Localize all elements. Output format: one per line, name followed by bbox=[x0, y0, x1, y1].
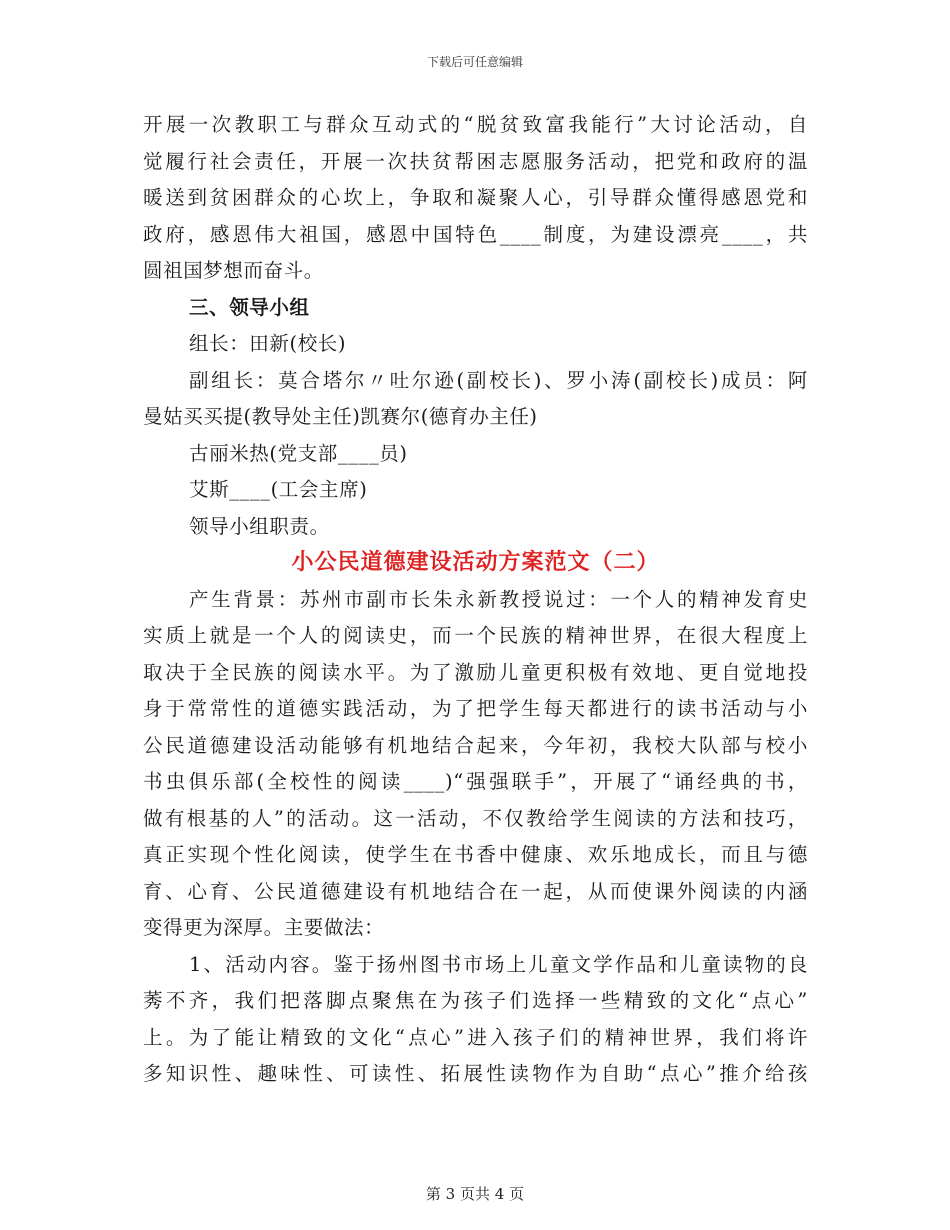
paragraph-line: 实质上就是一个人的阅读史，而一个民族的精神世界，在很大程度上 bbox=[143, 624, 808, 647]
paragraph-line: 政府，感恩伟大祖国，感恩中国特色____制度，为建设漂亮____，共 bbox=[143, 222, 808, 246]
leader-line: 组长：田新(校长) bbox=[189, 332, 347, 355]
paragraph-line: 产生背景：苏州市副市长朱永新教授说过：一个人的精神发育史 bbox=[189, 587, 808, 611]
document-body bbox=[143, 107, 808, 1093]
paragraph-line: 上。为了能让精致的文化“点心”进入孩子们的精神世界，我们将许 bbox=[143, 1025, 808, 1049]
paragraph-line: 取决于全民族的阅读水平。为了激励儿童更积极有效地、更自觉地投 bbox=[143, 660, 808, 684]
section-heading: 三、领导小组 bbox=[189, 295, 310, 319]
paragraph-line: 多知识性、趣味性、可读性、拓展性读物作为自助“点心”推介给孩 bbox=[143, 1062, 808, 1085]
document-title: 小公民道德建设活动方案范文（二） bbox=[291, 550, 660, 575]
paragraph-line: 觉履行社会责任，开展一次扶贫帮困志愿服务活动，把党和政府的温 bbox=[143, 149, 808, 173]
paragraph-line: 做有根基的人”的活动。这一活动，不仅教给学生阅读的方法和技巧， bbox=[143, 806, 808, 830]
paragraph-line: 开展一次教职工与群众互动式的“脱贫致富我能行”大讨论活动，自 bbox=[143, 113, 808, 136]
paragraph-line: 1、活动内容。鉴于扬州图书市场上儿童文学作品和儿童读物的良 bbox=[189, 952, 808, 976]
paragraph-line: 圆祖国梦想而奋斗。 bbox=[143, 259, 324, 282]
deputy-line: 副组长：莫合塔尔〃吐尔逊(副校长)、罗小涛(副校长)成员：阿 bbox=[189, 368, 808, 392]
member-line: 艾斯____(工会主席) bbox=[189, 478, 368, 501]
member-line: 古丽米热(党支部____员) bbox=[189, 441, 408, 465]
paragraph-line: 变得更为深厚。主要做法： bbox=[143, 916, 385, 939]
paragraph-line: 莠不齐，我们把落脚点聚焦在为孩子们选择一些精致的文化“点心” bbox=[143, 989, 808, 1012]
duties-line: 领导小组职责。 bbox=[189, 514, 330, 538]
paragraph-line: 身于常常性的道德实践活动，为了把学生每天都进行的读书活动与小 bbox=[143, 697, 808, 720]
paragraph-line: 暖送到贫困群众的心坎上，争取和凝聚人心，引导群众懂得感恩党和 bbox=[143, 186, 808, 209]
deputy-line: 曼姑买买提(教导处主任)凯赛尔(德育办主任) bbox=[143, 405, 538, 428]
paragraph-line: 育、心育、公民道德建设有机地结合在一起，从而使课外阅读的内涵 bbox=[143, 879, 808, 903]
paragraph-line: 公民道德建设活动能够有机地结合起来，今年初，我校大队部与校小 bbox=[143, 733, 808, 757]
page-footer: 第 3 页共 4 页 bbox=[425, 1185, 525, 1203]
page-header: 下载后可任意编辑 bbox=[426, 55, 523, 69]
paragraph-line: 真正实现个性化阅读，使学生在书香中健康、欢乐地成长，而且与德 bbox=[143, 843, 808, 866]
paragraph-line: 书虫俱乐部(全校性的阅读____)“强强联手”，开展了“诵经典的书， bbox=[143, 770, 808, 793]
